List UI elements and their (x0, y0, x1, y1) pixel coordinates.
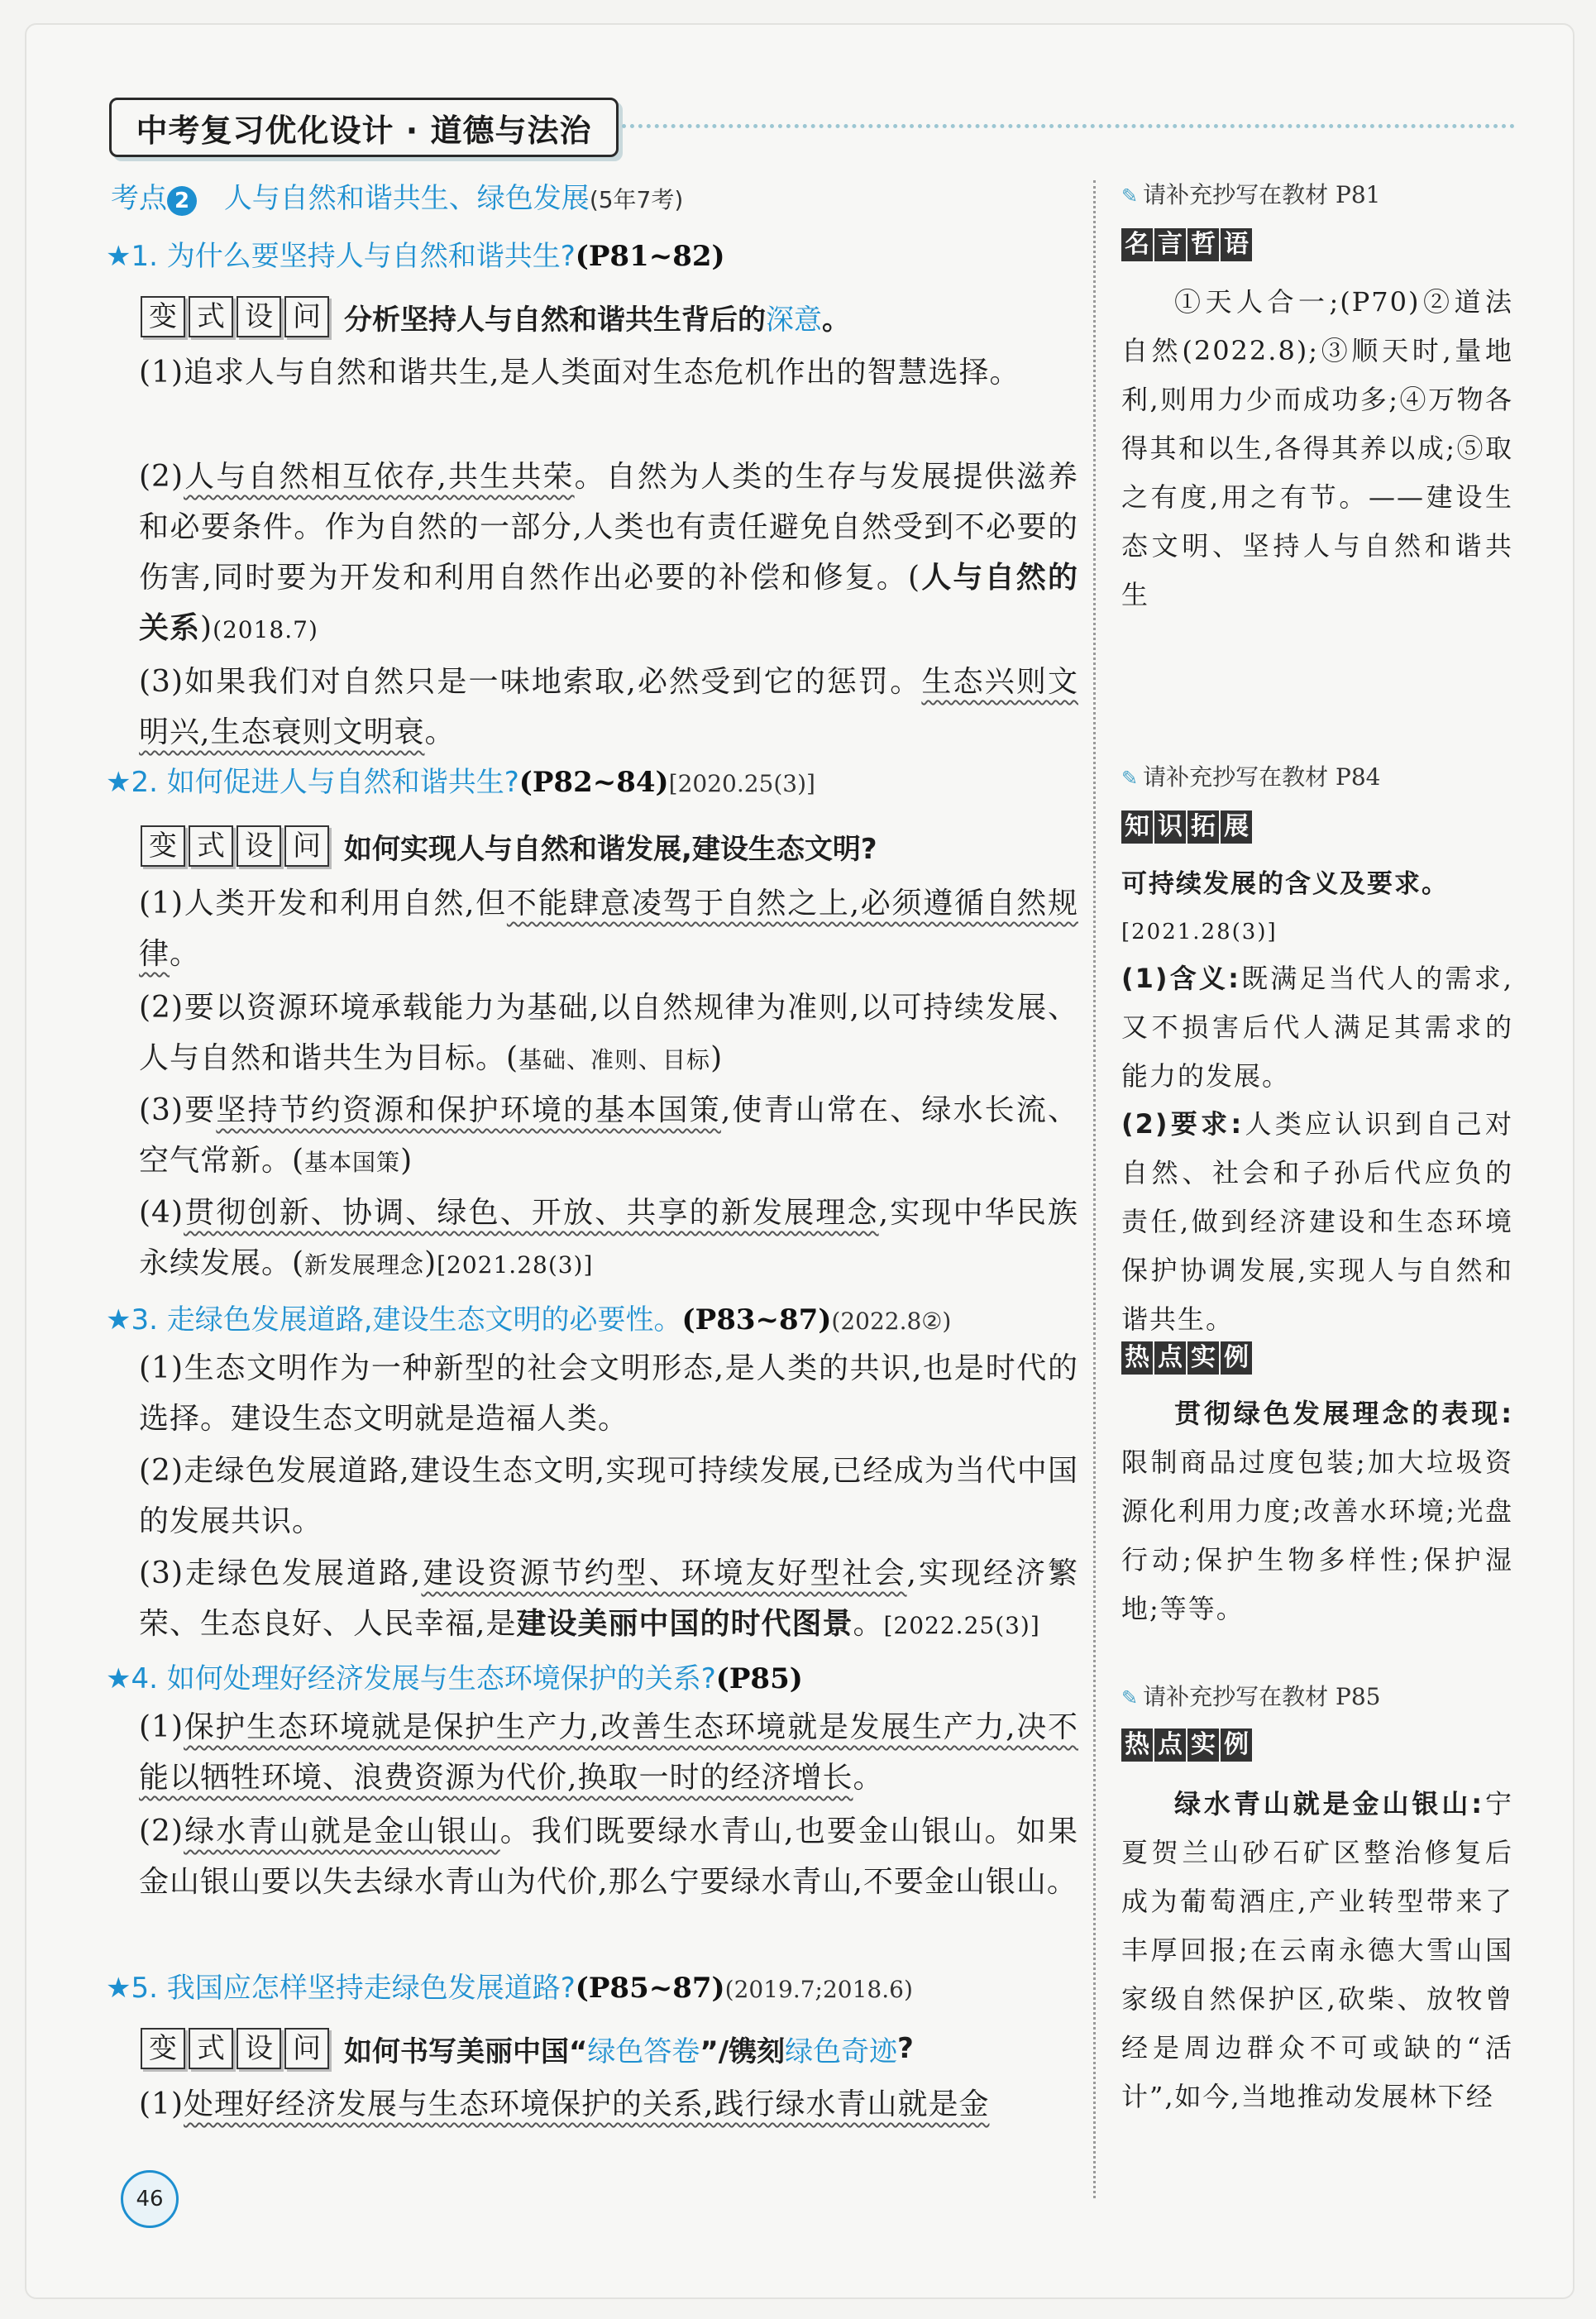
variant-question-1 (141, 296, 850, 337)
question-text: 2. 如何促进人与自然和谐共生? (131, 766, 519, 799)
pen-icon: ✎ (1121, 1686, 1139, 1709)
page-header-title: 中考复习优化设计 · 道德与法治 (109, 98, 619, 157)
section-number-badge: 2 (167, 186, 197, 216)
side-quotes-text: ①天人合一;(P70)②道法自然(2022.8);③顺天时,量地利,则用力少而成功多;④万物各得其和以生,各得其养以成;⑤取之有度,用之有节。——建设生态文明、坚持人与自然和谐共生 (1121, 286, 1513, 610)
q2-answer-3: (3)要坚持节约资源和保护环境的基本国策,使青山常在、绿水长流、空气常新。(基本国策) (139, 1093, 1078, 1178)
pen-icon: ✎ (1121, 184, 1139, 208)
side-knowledge-meaning: (1)含义:既满足当代人的需求,又不损害后代人满足其需求的能力的发展。 (1121, 963, 1513, 1092)
question-2 (106, 759, 815, 800)
q3-answer-3: (3)走绿色发展道路,建设资源节约型、环境友好型社会,实现经济繁荣、生态良好、人民幸福,是建设美丽中国的时代图景。[2022.25(3)] (139, 1556, 1078, 1641)
variant-text: 如何实现人与自然和谐发展,建设生态文明? (344, 832, 877, 866)
q2-answer-2: (2)要以资源环境承载能力为基础,以自然规律为准则,以可持续发展、人与自然和谐共生为目标。(基础、准则、目标) (139, 991, 1078, 1075)
page-number: 46 (121, 2170, 179, 2228)
q5-answer-1: (1)处理好经济发展与生态环境保护的关系,践行绿水青山就是金 (139, 2087, 990, 2121)
side-tag-knowledge-extension: 知 识 拓 展 (1121, 810, 1254, 844)
header-dotted-rule (622, 124, 1515, 128)
side-knowledge-ref: [2021.28(3)] (1121, 920, 1278, 944)
section-note: (5年7考) (589, 186, 684, 213)
question-text: 4. 如何处理好经济发展与生态环境保护的关系? (131, 1662, 716, 1695)
variant-tag (141, 296, 332, 337)
variant-tag (141, 825, 332, 867)
question-3 (106, 1297, 951, 1337)
side-tag-famous-quotes: 名 言 哲 语 (1121, 228, 1254, 261)
q2-answer-1: (1)人类开发和利用自然,但不能肆意凌驾于自然之上,必须遵循自然规律。 (139, 887, 1078, 971)
side-knowledge-title: 可持续发展的含义及要求。 (1121, 869, 1449, 899)
q1-answer-1: (1)追求人与自然和谐共生,是人类面对生态危机作出的智慧选择。 (139, 356, 1020, 390)
variant-tag-char: 问 (284, 296, 329, 337)
star-icon: ★ (106, 1303, 131, 1336)
page-ref: (P83~87) (681, 1303, 832, 1336)
question-4 (106, 1656, 803, 1696)
page-ref: (P82~84) (518, 766, 669, 799)
variant-tag-char: 变 (141, 296, 185, 337)
question-text: 1. 为什么要坚持人与自然和谐共生? (131, 240, 576, 273)
star-icon: ★ (106, 766, 131, 799)
variant-tag-char: 变 (141, 825, 185, 867)
star-icon: ★ (106, 1972, 131, 2005)
variant-question-5: 变 式 设 问 如何书写美丽中国“ 绿色答卷 ”/镌刻 绿色奇迹 ? (141, 2028, 914, 2069)
section-label: 考点 (111, 182, 167, 215)
question-5 (106, 1965, 913, 2006)
variant-tag-char: 设 (237, 2028, 281, 2069)
variant-question-2 (141, 825, 877, 867)
variant-tag-char: 式 (189, 296, 233, 337)
exam-note: [2020.25(3)] (668, 770, 815, 797)
q3-answer-2: (2)走绿色发展道路,建设生态文明,实现可持续发展,已经成为当代中国的发展共识。 (139, 1454, 1078, 1538)
page-ref: (P85~87) (575, 1972, 725, 2005)
exam-note: (2019.7;2018.6) (724, 1976, 913, 2003)
q4-answer-2: (2)绿水青山就是金山银山。我们既要绿水青山,也要金山银山。如果金山银山要以失去绿水青山为代价,那么宁要绿水青山,不要金山银山。 (139, 1815, 1078, 1899)
variant-tag-char: 式 (189, 2028, 233, 2069)
q1-answer-3: (3)如果我们对自然只是一味地索取,必然受到它的惩罚。生态兴则文明兴,生态衰则文明衰。 (139, 665, 1078, 749)
variant-text: 分析坚持人与自然和谐共生背后的 (344, 303, 766, 337)
q4-answer-1: (1)保护生态环境就是保护生产力,改善生态环境就是发展生产力,决不能以牺牲环境、浪费资源为代价,换取一时的经济增长。 (139, 1710, 1078, 1795)
question-1 (106, 233, 725, 274)
page-ref: (P85) (715, 1662, 803, 1695)
star-icon: ★ (106, 1662, 131, 1695)
q2-answer-4: (4)贯彻创新、协调、绿色、开放、共享的新发展理念,实现中华民族永续发展。(新发展理念)[2021.28(3)] (139, 1196, 1078, 1280)
star-icon: ★ (106, 240, 131, 273)
variant-tag-char: 设 (237, 825, 281, 867)
question-text: 3. 走绿色发展道路,建设生态文明的必要性。 (131, 1303, 682, 1336)
section-heading (111, 175, 683, 216)
side-hot-example-1-text: 贯彻绿色发展理念的表现:限制商品过度包装;加大垃圾资源化利用力度;改善水环境;光盘行动;保护生物多样性;保护湿地;等等。 (1121, 1398, 1513, 1624)
q3-answer-1: (1)生态文明作为一种新型的社会文明形态,是人类的共识,也是时代的选择。建设生态文明就是造福人类。 (139, 1351, 1078, 1436)
section-title: 人与自然和谐共生、绿色发展 (223, 182, 590, 215)
side-note-3: ✎ 请补充抄写在教材 P85 (1121, 1683, 1381, 1710)
variant-tag-char: 问 (284, 825, 329, 867)
variant-tag-char: 变 (141, 2028, 185, 2069)
exam-note: (2022.8②) (831, 1308, 952, 1335)
side-knowledge-requirement: (2)要求:人类应认识到自己对自然、社会和子孙后代应负的责任,做到经济建设和生态环境保护协调发展,实现人与自然和谐共生。 (1121, 1108, 1513, 1335)
variant-tag-char: 设 (237, 296, 281, 337)
variant-text: 。 (822, 303, 850, 337)
side-note-1: ✎ 请补充抄写在教材 P81 (1121, 181, 1381, 208)
column-divider (1093, 180, 1096, 2198)
side-tag-hot-example-1: 热 点 实 例 (1121, 1341, 1254, 1375)
q1-answer-2: (2)人与自然相互依存,共生共荣。自然为人类的生存与发展提供滋养和必要条件。作为自然的一部分,人类也有责任避免自然受到不必要的伤害,同时要为开发和利用自然作出必要的补偿和修复。(人与自然的关系)(2018.7) (139, 460, 1078, 645)
pen-icon: ✎ (1121, 767, 1139, 790)
variant-tag-char: 式 (189, 825, 233, 867)
side-hot-example-2-text: 绿水青山就是金山银山:宁夏贺兰山砂石矿区整治修复后成为葡萄酒庄,产业转型带来了丰厚回报;在云南永德大雪山国家级自然保护区,砍柴、放牧曾经是周边群众不可或缺的“活计”,如今,当地推动发展林下经 (1121, 1788, 1513, 2112)
page-ref: (P81~82) (575, 240, 725, 273)
variant-tag (141, 2028, 332, 2069)
side-note-2: ✎ 请补充抄写在教材 P84 (1121, 763, 1381, 791)
variant-highlight: 深意 (766, 303, 822, 337)
side-tag-hot-example-2: 热 点 实 例 (1121, 1728, 1254, 1762)
question-text: 5. 我国应怎样坚持走绿色发展道路? (131, 1972, 576, 2005)
variant-tag-char: 问 (284, 2028, 329, 2069)
